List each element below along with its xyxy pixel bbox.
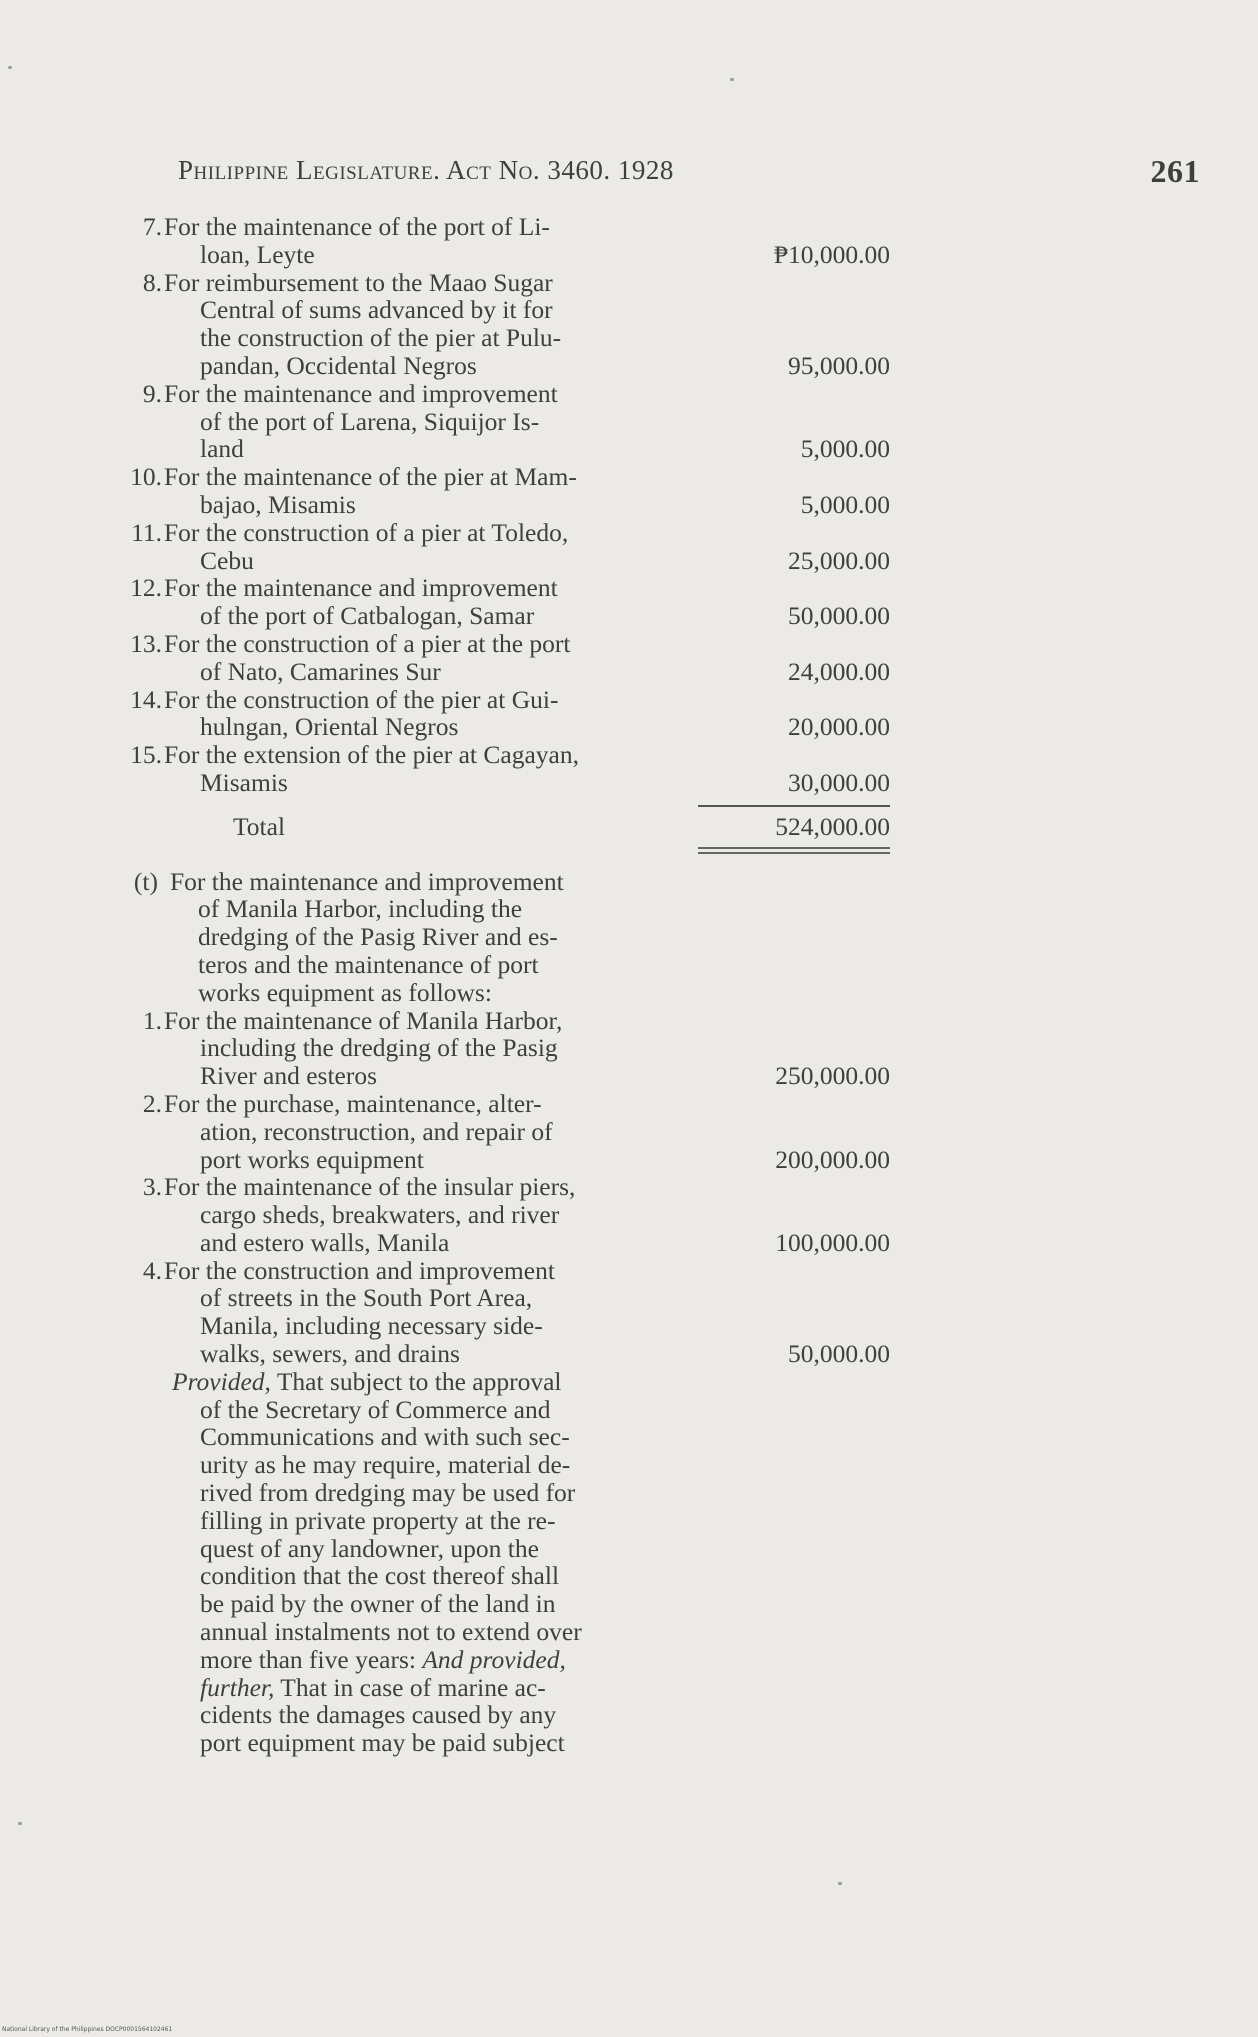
item-amount: 24,000.00 [788, 656, 890, 686]
item-amount: 50,000.00 [788, 601, 890, 631]
item-number: 7. [142, 212, 162, 241]
item-description [164, 630, 694, 686]
item-line: ation, reconstruction, and repair of [200, 1116, 553, 1146]
item-line: and estero walls, Manila [200, 1227, 450, 1257]
proviso-italic-further: further, [200, 1672, 275, 1702]
item-amount: 5,000.00 [800, 434, 890, 464]
total-amount: 524,000.00 [775, 811, 890, 841]
item-amount: 95,000.00 [788, 350, 890, 380]
proviso-after-italic: That in case of marine ac- [274, 1672, 546, 1702]
appropriation-item [110, 1257, 890, 1368]
item-line: For the construction of a pier at the port [164, 628, 571, 658]
item-line: land [200, 434, 244, 464]
appropriation-item [110, 463, 890, 519]
appropriation-item [110, 741, 890, 797]
item-line: For the maintenance of the pier at Mam- [164, 462, 577, 492]
item-line: of the port of Catbalogan, Samar [200, 601, 535, 631]
item-line: hulngan, Oriental Negros [200, 712, 459, 742]
item-description [164, 741, 694, 797]
port-items-list [110, 213, 890, 797]
text-line: of the Secretary of Commerce and [200, 1394, 551, 1424]
appropriation-item [110, 1173, 890, 1256]
appropriation-item [110, 380, 890, 463]
appropriation-list [110, 213, 890, 1757]
total-double-rule [698, 847, 890, 854]
item-line: of the port of Larena, Siquijor Is- [200, 406, 540, 436]
text-line: rived from dredging may be used for [200, 1478, 576, 1508]
item-line: For the maintenance and improvement [164, 573, 558, 603]
item-line: Misamis [200, 767, 288, 797]
text-line: cidents the damages caused by any [200, 1700, 557, 1730]
item-amount: 200,000.00 [775, 1144, 890, 1174]
item-number: 1. [142, 1005, 162, 1035]
text-line: quest of any landowner, upon the [200, 1533, 539, 1563]
item-line: walks, sewers, and drains [200, 1339, 460, 1369]
text-line: For the maintenance and improvement [170, 866, 564, 896]
running-head: Philippine Legislature. Act No. 3460. 1928 [178, 155, 674, 185]
proviso-lead-rest: That subject to the approval [270, 1366, 562, 1396]
appropriation-item [110, 213, 890, 269]
item-line: For the construction of a pier at Toledo, [164, 517, 569, 547]
text-line: condition that the cost thereof shall [200, 1561, 560, 1591]
item-line: For the extension of the pier at Cagayan, [164, 740, 579, 770]
appropriation-item [110, 574, 890, 630]
paper-speck [838, 1882, 842, 1885]
total-row [110, 813, 890, 841]
item-line: For reimbursement to the Maao Sugar [164, 267, 553, 297]
appropriation-item [110, 269, 890, 380]
item-number: 13. [130, 628, 162, 658]
proviso-text-before-italic: more than five years: [200, 1644, 423, 1674]
item-description [164, 686, 694, 742]
item-line: of Nato, Camarines Sur [200, 656, 441, 686]
item-description [164, 269, 694, 380]
scan-credit: National Library of the Philippines DOCP0001564102461 [2, 2026, 173, 2033]
text-line: annual instalments not to extend over [200, 1617, 582, 1647]
item-line: For the maintenance of the port of Li- [164, 212, 550, 241]
total-label: Total [233, 811, 286, 841]
item-description [164, 1173, 694, 1256]
proviso-body [200, 1396, 694, 1646]
proviso-italic-and-provided: And provided, [422, 1644, 566, 1674]
item-amount: ₱10,000.00 [773, 239, 890, 269]
text-line: urity as he may require, material de- [200, 1450, 571, 1480]
item-number: 8. [142, 267, 162, 297]
item-amount: 100,000.00 [775, 1227, 890, 1257]
page-number: 261 [1150, 153, 1200, 189]
proviso-first-line [172, 1368, 694, 1396]
item-amount: 20,000.00 [788, 712, 890, 742]
item-number: 4. [142, 1255, 162, 1285]
item-line: River and esteros [200, 1061, 378, 1091]
item-line: of streets in the South Port Area, [200, 1283, 533, 1313]
item-description [164, 519, 694, 575]
item-line: pandan, Occidental Negros [200, 350, 477, 380]
page-header [178, 155, 1200, 195]
text-line: dredging of the Pasig River and es- [198, 922, 558, 952]
text-line: works equipment as follows: [198, 977, 492, 1007]
item-number: 14. [130, 684, 162, 714]
proviso-italic-lead: Provided, [172, 1366, 271, 1396]
item-line: Manila, including necessary side- [200, 1311, 543, 1341]
item-line: For the maintenance and improvement [164, 378, 558, 408]
item-description [164, 463, 694, 519]
item-description [164, 1007, 694, 1090]
proviso-tail [200, 1701, 694, 1757]
item-line: For the maintenance of the insular piers, [164, 1172, 576, 1202]
item-amount: 25,000.00 [788, 545, 890, 575]
paper-speck [18, 1822, 22, 1825]
paper-speck [8, 66, 12, 69]
item-description [164, 1090, 694, 1173]
item-number: 15. [130, 740, 162, 770]
text-line: be paid by the owner of the land in [200, 1589, 556, 1619]
sum-rule [698, 805, 890, 807]
item-line: For the construction of the pier at Gui- [164, 684, 559, 714]
appropriation-item [110, 1090, 890, 1173]
section-t-heading [110, 868, 890, 1007]
proviso-italic-line [200, 1646, 694, 1674]
text-line: of Manila Harbor, including the [198, 894, 523, 924]
item-line: loan, Leyte [200, 239, 315, 269]
item-line: For the construction and improvement [164, 1255, 555, 1285]
item-line: Cebu [200, 545, 254, 575]
item-line: Central of sums advanced by it for [200, 295, 553, 325]
text-line: port equipment may be paid subject [200, 1728, 565, 1758]
appropriation-item [110, 519, 890, 575]
item-line: including the dredging of the Pasig [200, 1033, 558, 1063]
section-t-letter: (t) [133, 866, 158, 896]
appropriation-item [110, 686, 890, 742]
item-description [164, 1257, 694, 1368]
item-amount: 50,000.00 [788, 1339, 890, 1369]
item-amount: 30,000.00 [788, 767, 890, 797]
item-number: 12. [130, 573, 162, 603]
appropriation-item [110, 1007, 890, 1090]
item-line: the construction of the pier at Pulu- [200, 323, 562, 353]
item-amount: 250,000.00 [775, 1061, 890, 1091]
item-line: cargo sheds, breakwaters, and river [200, 1200, 560, 1230]
item-number: 9. [142, 378, 162, 408]
item-number: 10. [130, 462, 162, 492]
item-description [164, 213, 694, 269]
item-number: 11. [131, 517, 162, 547]
item-description [164, 380, 694, 463]
appropriation-item [110, 630, 890, 686]
section-t-text [170, 868, 694, 1007]
harbor-items-list [110, 1007, 890, 1368]
item-line: bajao, Misamis [200, 489, 356, 519]
text-line: Communications and with such sec- [200, 1422, 570, 1452]
text-line: filling in private property at the re- [200, 1505, 556, 1535]
item-amount: 5,000.00 [800, 489, 890, 519]
item-line: For the purchase, maintenance, alter- [164, 1088, 542, 1118]
paper-speck [730, 78, 734, 81]
item-line: For the maintenance of Manila Harbor, [164, 1005, 563, 1035]
text-line: teros and the maintenance of port [198, 949, 539, 979]
item-number: 2. [142, 1088, 162, 1118]
proviso-paragraph [172, 1368, 694, 1757]
item-description [164, 574, 694, 630]
item-number: 3. [142, 1172, 162, 1202]
proviso-further-line [200, 1674, 694, 1702]
item-line: port works equipment [200, 1144, 424, 1174]
